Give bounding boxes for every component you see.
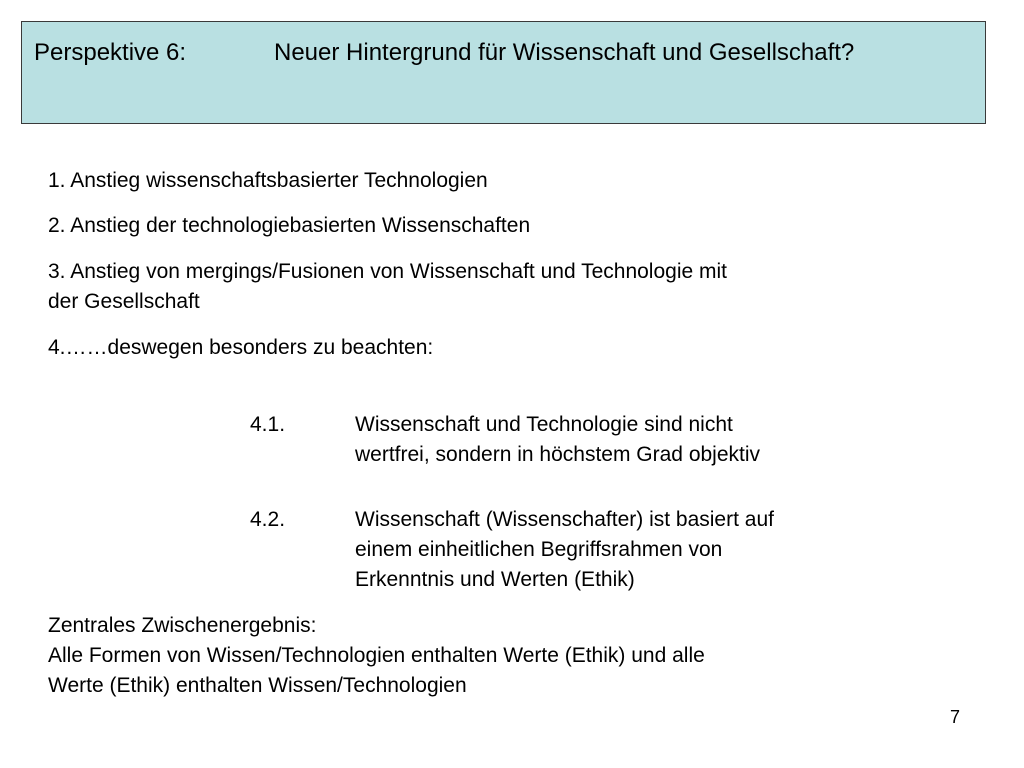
- conclusion-line-2: Werte (Ethik) enthalten Wissen/Technologien: [48, 674, 467, 697]
- subitem-4-1-number: 4.1.: [250, 413, 286, 436]
- title-label: Perspektive 6:: [34, 39, 187, 66]
- list-item-4: 4.……deswegen besonders zu beachten:: [48, 336, 434, 359]
- subitem-4-2-line-2: einem einheitlichen Begriffsrahmen von: [355, 538, 723, 561]
- page-title: Neuer Hintergrund für Wissenschaft und Gesellschaft?: [274, 39, 855, 66]
- list-item-3: 3. Anstieg von mergings/Fusionen von Wissenschaft und Technologie mit: [48, 260, 727, 283]
- list-item-2: 2. Anstieg der technologiebasierten Wissenschaften: [48, 214, 531, 237]
- page-number: 7: [950, 707, 961, 727]
- subitem-4-2-number: 4.2.: [250, 508, 286, 531]
- list-item-3-continuation: der Gesellschaft: [48, 290, 200, 313]
- list-item-1: 1. Anstieg wissenschaftsbasierter Technologien: [48, 169, 488, 192]
- title-box: [21, 21, 986, 124]
- conclusion-heading: Zentrales Zwischenergebnis:: [48, 614, 317, 637]
- subitem-4-2-line-3: Erkenntnis und Werten (Ethik): [355, 568, 635, 591]
- subitem-4-1-line-1: Wissenschaft und Technologie sind nicht: [355, 413, 733, 436]
- conclusion-line-1: Alle Formen von Wissen/Technologien enthalten Werte (Ethik) und alle: [48, 644, 705, 667]
- subitem-4-2-line-1: Wissenschaft (Wissenschafter) ist basiert auf: [355, 508, 774, 531]
- subitem-4-1-line-2: wertfrei, sondern in höchstem Grad objektiv: [355, 443, 761, 466]
